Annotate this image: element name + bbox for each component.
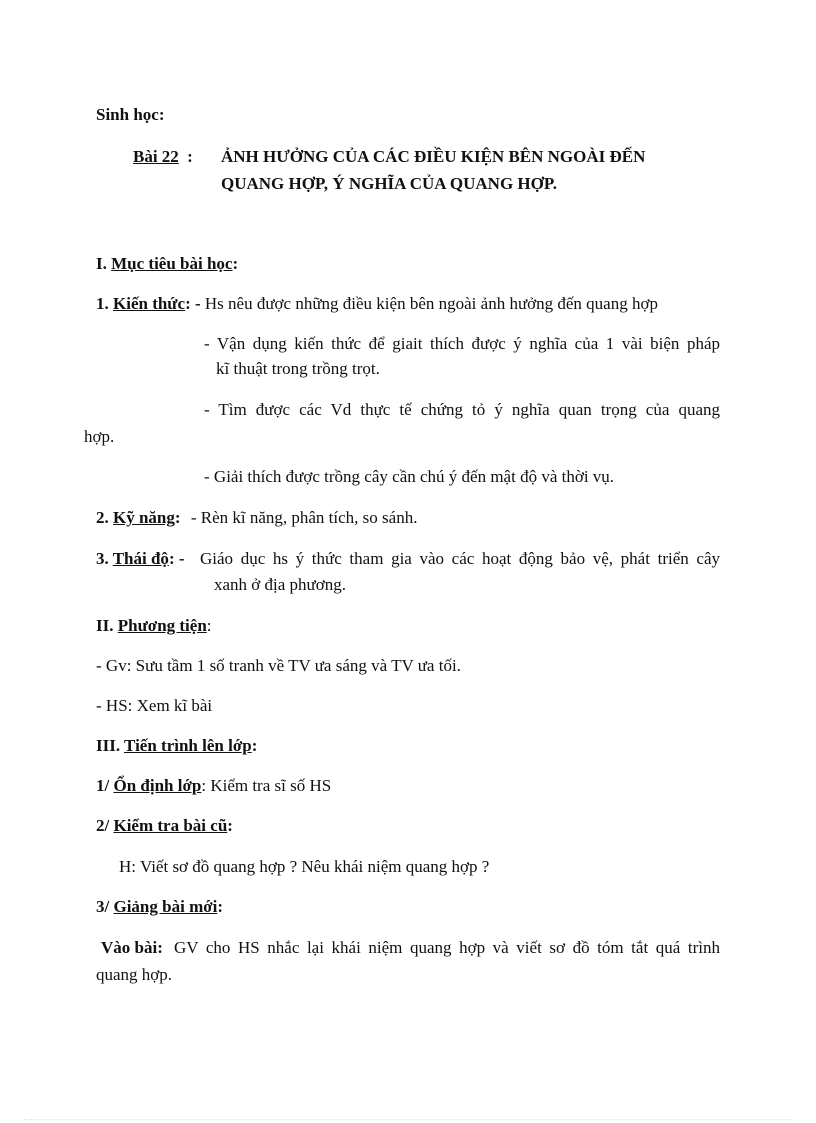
section-resources-prefix: II. — [96, 616, 118, 635]
section-resources-suffix: : — [206, 616, 212, 635]
step-1-prefix: 1/ — [96, 776, 114, 795]
step-1-text: : Kiểm tra sĩ số HS — [201, 776, 332, 795]
knowledge-prefix: 1. — [96, 294, 113, 313]
section-procedure-title: Tiến trình lên lớp — [124, 736, 252, 755]
knowledge-item-4: - Giải thích được trồng cây cần chú ý đến mật độ và thời vụ. — [204, 467, 615, 486]
intro-text-line2: quang hợp. — [96, 965, 173, 984]
intro-label: Vào bài: — [101, 938, 163, 957]
page-bottom-divider — [24, 1119, 792, 1120]
step-2-prefix: 2/ — [96, 816, 114, 835]
knowledge-item-2-line1: - Vận dụng kiến thức để giait thích được ý nghĩa của 1 vài biện pháp — [204, 334, 720, 353]
section-procedure-heading — [96, 735, 257, 757]
intro-text-line1: GV cho HS nhắc lại khái niệm quang hợp và viết sơ đồ tóm tắt quá trình — [174, 938, 720, 957]
skills-label: Kỹ năng — [113, 508, 175, 527]
attitude-suffix: : - — [168, 549, 185, 568]
knowledge-item-3-line1: - Tìm được các Vd thực tế chứng tỏ ý nghĩa quan trọng của quang — [204, 400, 720, 419]
section-resources-title: Phương tiện — [117, 616, 207, 635]
skills-suffix: : — [174, 508, 181, 527]
step-3-suffix: : — [217, 897, 224, 916]
resources-teacher: - Gv: Sưu tầm 1 số tranh về TV ưa sáng và TV ưa tối. — [96, 656, 461, 675]
lesson-number: Bài 22 — [133, 147, 179, 166]
knowledge-item-3-line2: hợp. — [84, 427, 115, 446]
knowledge-item-2-line2: kĩ thuật trong trồng trọt. — [216, 359, 380, 378]
lesson-title-line2: QUANG HỢP, Ý NGHĨA CỦA QUANG HỢP. — [221, 174, 557, 193]
subject-label: Sinh học: — [96, 105, 165, 124]
step-3-prefix: 3/ — [96, 897, 114, 916]
procedure-step-1 — [96, 775, 331, 797]
attitude-row — [96, 548, 185, 570]
knowledge-item-1: Hs nêu được những điều kiện bên ngoài ảnh hưởng đến quang hợp — [204, 294, 658, 313]
skills-text: - Rèn kĩ năng, phân tích, so sánh. — [190, 508, 418, 527]
section-objectives-heading — [96, 253, 238, 275]
attitude-text-line1: Giáo dục hs ý thức tham gia vào các hoạt động bảo vệ, phát triển cây — [200, 549, 720, 568]
knowledge-suffix: : - — [185, 294, 201, 313]
section-procedure-suffix: : — [251, 736, 258, 755]
skills-prefix: 2. — [96, 508, 113, 527]
attitude-prefix: 3. — [96, 549, 113, 568]
step-2-label: Kiểm tra bài cũ — [113, 816, 228, 835]
step-3-label: Giảng bài mới — [113, 897, 218, 916]
step-2-suffix: : — [227, 816, 233, 835]
procedure-step-2 — [96, 815, 233, 837]
section-resources-heading — [96, 615, 212, 637]
step-1-label: Ổn định lớp — [113, 776, 202, 795]
section-procedure-prefix: III. — [96, 736, 125, 755]
lesson-heading — [133, 146, 193, 168]
resources-student: - HS: Xem kĩ bài — [96, 696, 213, 715]
knowledge-label: Kiến thức — [113, 294, 186, 313]
attitude-text-line2: xanh ở địa phương. — [214, 575, 347, 594]
lesson-title-line1: ẢNH HƯỞNG CỦA CÁC ĐIỀU KIỆN BÊN NGOÀI ĐẾN — [221, 147, 646, 166]
knowledge-row — [96, 293, 658, 315]
section-objectives-prefix: I. — [96, 254, 112, 273]
skills-row — [96, 507, 417, 529]
attitude-label: Thái độ — [112, 549, 169, 568]
section-objectives-suffix: : — [232, 254, 239, 273]
procedure-step-3 — [96, 896, 223, 918]
step-2-question: H: Viết sơ đồ quang hợp ? Nêu khái niệm quang hợp ? — [119, 857, 490, 876]
lesson-separator: : — [187, 147, 193, 166]
section-objectives-title: Mục tiêu bài học — [111, 254, 233, 273]
